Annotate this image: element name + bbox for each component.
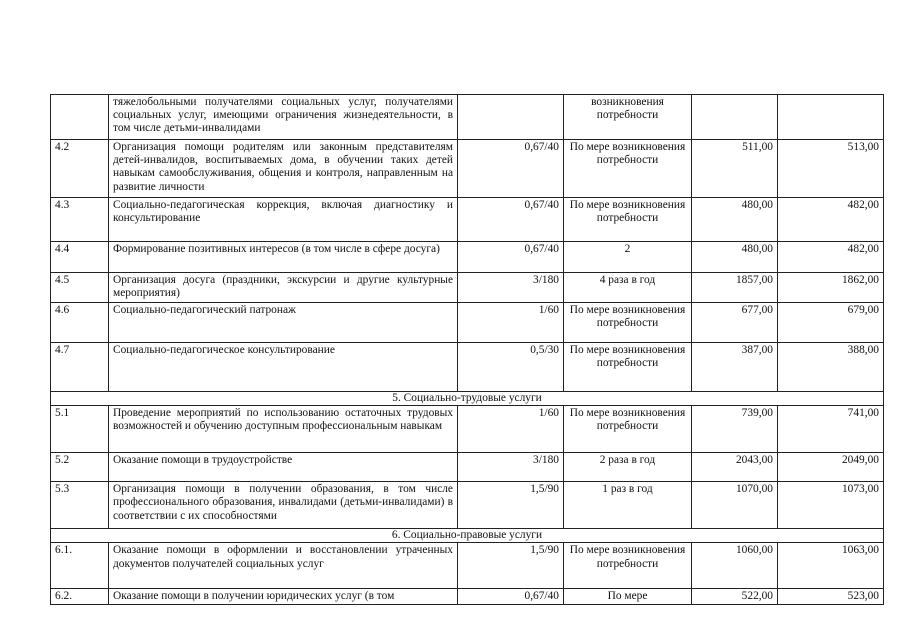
section-title: 6. Социально-правовые услуги bbox=[51, 529, 884, 543]
section-title: 5. Социально-трудовые услуги bbox=[51, 392, 884, 406]
tariff-value: 1857,00 bbox=[692, 273, 778, 303]
periodicity: По мере возникновения потребности bbox=[564, 343, 692, 392]
tariff-value-2: 679,00 bbox=[778, 303, 884, 343]
table-row bbox=[51, 543, 884, 589]
time-norm: 1/60 bbox=[458, 406, 564, 453]
row-number: 4.4 bbox=[51, 242, 109, 273]
services-tariff-table bbox=[50, 94, 884, 605]
service-name: Оказание помощи в получении юридических услуг (в том bbox=[109, 589, 458, 605]
table-row bbox=[51, 95, 884, 140]
service-name: Социально-педагогическая коррекция, включая диагностику и консультирование bbox=[109, 198, 458, 242]
tariff-value: 480,00 bbox=[692, 198, 778, 242]
table-row bbox=[51, 273, 884, 303]
time-norm: 0,67/40 bbox=[458, 198, 564, 242]
periodicity: возникновения потребности bbox=[564, 95, 692, 140]
tariff-value: 677,00 bbox=[692, 303, 778, 343]
time-norm bbox=[458, 95, 564, 140]
service-name: Формирование позитивных интересов (в том числе в сфере досуга) bbox=[109, 242, 458, 273]
table-row bbox=[51, 242, 884, 273]
periodicity: 2 раза в год bbox=[564, 453, 692, 482]
table-row bbox=[51, 453, 884, 482]
tariff-value: 522,00 bbox=[692, 589, 778, 605]
tariff-value bbox=[692, 95, 778, 140]
tariff-value-2: 1073,00 bbox=[778, 482, 884, 529]
tariff-value: 2043,00 bbox=[692, 453, 778, 482]
time-norm: 0,67/40 bbox=[458, 140, 564, 198]
table-row bbox=[51, 198, 884, 242]
time-norm: 0,67/40 bbox=[458, 242, 564, 273]
table-row bbox=[51, 482, 884, 529]
tariff-value-2: 513,00 bbox=[778, 140, 884, 198]
tariff-value-2: 482,00 bbox=[778, 198, 884, 242]
tariff-value-2: 2049,00 bbox=[778, 453, 884, 482]
section-header-row bbox=[51, 529, 884, 543]
time-norm: 1,5/90 bbox=[458, 482, 564, 529]
section-header-row bbox=[51, 392, 884, 406]
service-name: Оказание помощи в оформлении и восстановлении утраченных документов получателей социальных услуг bbox=[109, 543, 458, 589]
row-number: 6.1. bbox=[51, 543, 109, 589]
tariff-value-2: 1063,00 bbox=[778, 543, 884, 589]
service-name: Оказание помощи в трудоустройстве bbox=[109, 453, 458, 482]
time-norm: 1/60 bbox=[458, 303, 564, 343]
tariff-value-2: 482,00 bbox=[778, 242, 884, 273]
table-row bbox=[51, 589, 884, 605]
service-name: тяжелобольными получателями социальных услуг, получателями социальных услуг, имеющими ограничения жизнедеятельности, в том числе детьми-инвалидами bbox=[109, 95, 458, 140]
tariff-value-2: 1862,00 bbox=[778, 273, 884, 303]
row-number: 6.2. bbox=[51, 589, 109, 605]
periodicity: 1 раз в год bbox=[564, 482, 692, 529]
periodicity: По мере возникновения потребности bbox=[564, 543, 692, 589]
tariff-value: 739,00 bbox=[692, 406, 778, 453]
service-name: Социально-педагогическое консультирование bbox=[109, 343, 458, 392]
time-norm: 1,5/90 bbox=[458, 543, 564, 589]
row-number: 4.7 bbox=[51, 343, 109, 392]
tariff-value-2 bbox=[778, 95, 884, 140]
periodicity: По мере bbox=[564, 589, 692, 605]
tariff-value: 480,00 bbox=[692, 242, 778, 273]
table-row bbox=[51, 406, 884, 453]
tariff-value: 1060,00 bbox=[692, 543, 778, 589]
time-norm: 3/180 bbox=[458, 453, 564, 482]
periodicity: По мере возникновения потребности bbox=[564, 303, 692, 343]
row-number: 5.2 bbox=[51, 453, 109, 482]
service-name: Организация помощи в получении образования, в том числе профессионального образования, инвалидами (детьми-инвалидами) в соответствии с их способностями bbox=[109, 482, 458, 529]
table-row bbox=[51, 303, 884, 343]
periodicity: По мере возникновения потребности bbox=[564, 406, 692, 453]
service-name: Социально-педагогический патронаж bbox=[109, 303, 458, 343]
service-name: Организация помощи родителям или законным представителям детей-инвалидов, воспитываемых дома, в обучении таких детей навыкам самообслуживания, общения и контроля, направленным на развитие личности bbox=[109, 140, 458, 198]
table-row bbox=[51, 343, 884, 392]
periodicity: 2 bbox=[564, 242, 692, 273]
table-row bbox=[51, 140, 884, 198]
service-name: Организация досуга (праздники, экскурсии и другие культурные мероприятия) bbox=[109, 273, 458, 303]
row-number: 4.6 bbox=[51, 303, 109, 343]
row-number: 5.1 bbox=[51, 406, 109, 453]
time-norm: 3/180 bbox=[458, 273, 564, 303]
tariff-value: 387,00 bbox=[692, 343, 778, 392]
row-number: 5.3 bbox=[51, 482, 109, 529]
row-number: 4.5 bbox=[51, 273, 109, 303]
service-name: Проведение мероприятий по использованию остаточных трудовых возможностей и обучению доступным профессиональным навыкам bbox=[109, 406, 458, 453]
tariff-value: 1070,00 bbox=[692, 482, 778, 529]
time-norm: 0,5/30 bbox=[458, 343, 564, 392]
row-number: 4.3 bbox=[51, 198, 109, 242]
tariff-value: 511,00 bbox=[692, 140, 778, 198]
tariff-value-2: 388,00 bbox=[778, 343, 884, 392]
periodicity: 4 раза в год bbox=[564, 273, 692, 303]
periodicity: По мере возникновения потребности bbox=[564, 198, 692, 242]
periodicity: По мере возникновения потребности bbox=[564, 140, 692, 198]
tariff-value-2: 741,00 bbox=[778, 406, 884, 453]
tariff-value-2: 523,00 bbox=[778, 589, 884, 605]
time-norm: 0,67/40 bbox=[458, 589, 564, 605]
row-number: 4.2 bbox=[51, 140, 109, 198]
row-number bbox=[51, 95, 109, 140]
